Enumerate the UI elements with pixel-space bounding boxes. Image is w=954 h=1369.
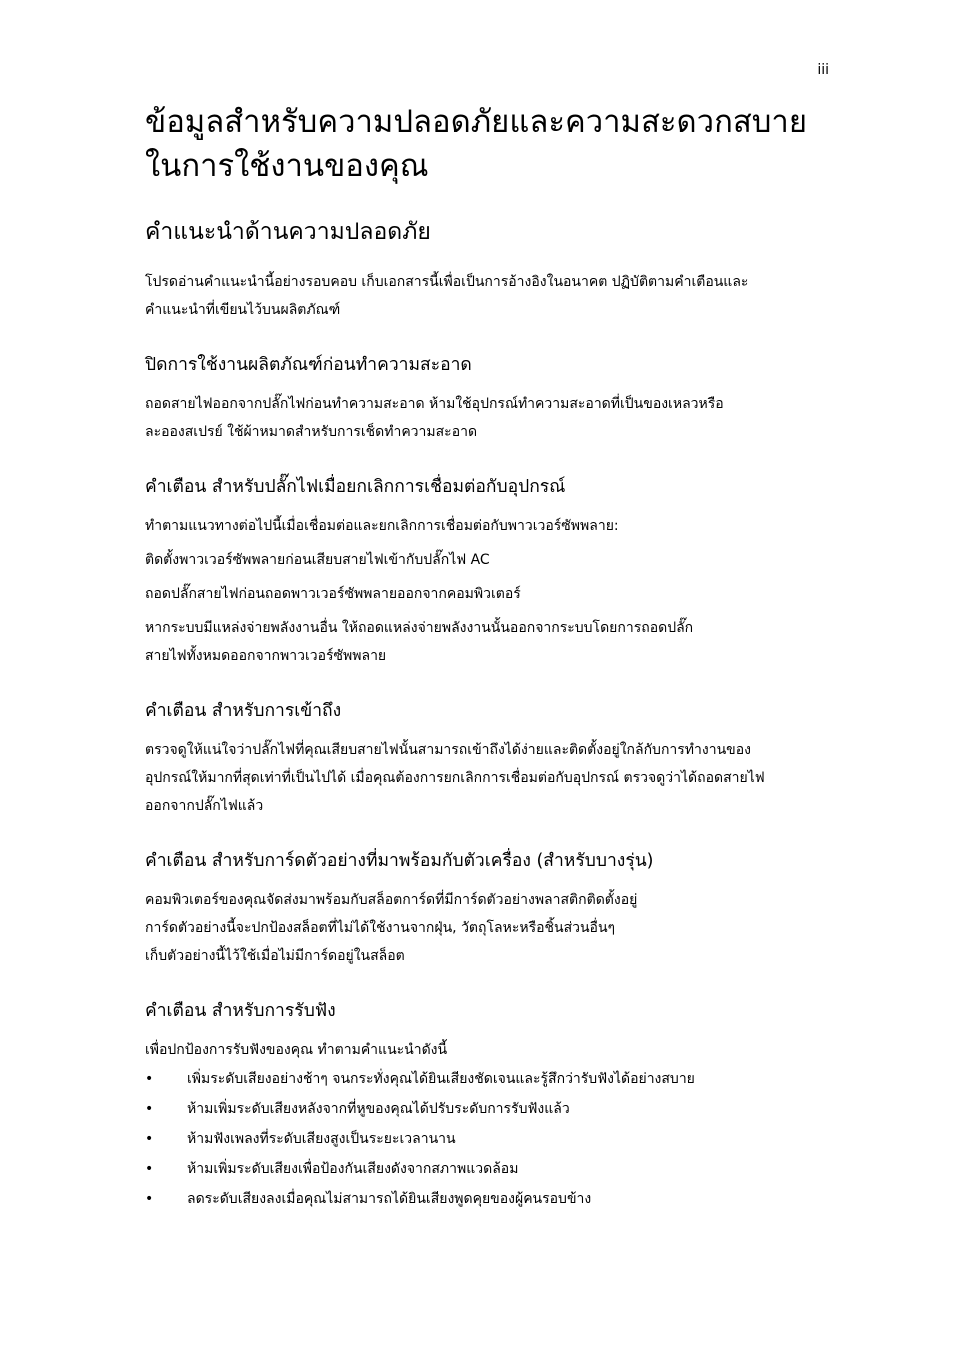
block-hearing-warning <box>145 998 835 1214</box>
block-heading-card-warning: คำเตือน สำหรับการ์ดตัวอย่างที่มาพร้อมกับตัวเครื่อง (สำหรับบางรุ่น) <box>145 851 654 871</box>
bullet-icon: • <box>145 1071 154 1087</box>
block-heading-access-warning: คำเตือน สำหรับการเข้าถึง <box>145 701 342 721</box>
access-line-2: อุปกรณ์ให้มากที่สุดเท่าที่เป็นไปได้ เมื่อคุณต้องการยกเลิกการเชื่อมต่อกับอุปกรณ์ ตรวจดูว่าได้ถอดสายไฟ <box>145 770 765 786</box>
list-item <box>145 1064 835 1094</box>
intro-line-2: คำแนะนำที่เขียนไว้บนผลิตภัณฑ์ <box>145 302 341 318</box>
cleaning-line-1: ถอดสายไฟออกจากปลั๊กไฟก่อนทำความสะอาด ห้ามใช้อุปกรณ์ทำความสะอาดที่เป็นของเหลวหรือ <box>145 396 724 412</box>
block-cleaning <box>145 352 835 446</box>
card-line-3: เก็บตัวอย่างนี้ไว้ใช้เมื่อไม่มีการ์ดอยู่ในสล็อต <box>145 948 405 964</box>
cleaning-paragraph <box>145 390 835 446</box>
document-title-line-1: ข้อมูลสำหรับความปลอดภัยและความสะดวกสบาย <box>145 104 808 140</box>
bullet-icon: • <box>145 1101 154 1117</box>
bullet-icon: • <box>145 1131 154 1147</box>
access-line-3: ออกจากปลั๊กไฟแล้ว <box>145 798 264 814</box>
plug-p4-line-1: หากระบบมีแหล่งจ่ายพลังงานอื่น ให้ถอดแหล่งจ่ายพลังงานนั้นออกจากระบบโดยการถอดปลั๊ก <box>145 620 694 636</box>
document-title <box>145 100 835 188</box>
list-item <box>145 1184 835 1214</box>
plug-paragraph-1 <box>145 512 835 540</box>
hearing-intro-line-1: เพื่อปกป้องการรับฟังของคุณ ทำตามคำแนะนำดังนี้ <box>145 1042 448 1058</box>
list-item <box>145 1094 835 1124</box>
plug-paragraph-2 <box>145 546 835 574</box>
intro-paragraph <box>145 268 835 324</box>
plug-paragraph-3 <box>145 580 835 608</box>
section-intro <box>145 268 835 324</box>
block-plug-warning <box>145 474 835 670</box>
plug-paragraph-4 <box>145 614 835 670</box>
block-access-warning <box>145 698 835 820</box>
block-heading-cleaning: ปิดการใช้งานผลิตภัณฑ์ก่อนทำความสะอาด <box>145 355 472 375</box>
list-item-text: ห้ามฟังเพลงที่ระดับเสียงสูงเป็นระยะเวลานาน <box>187 1131 456 1147</box>
list-item-text: เพิ่มระดับเสียงอย่างช้าๆ จนกระทั่งคุณได้ยินเสียงชัดเจนและรู้สึกว่ารับฟังได้อย่างสบาย <box>187 1071 695 1087</box>
cleaning-line-2: ละอองสเปรย์ ใช้ผ้าหมาดสำหรับการเช็ดทำความสะอาด <box>145 424 478 440</box>
hearing-intro <box>145 1036 835 1064</box>
card-line-1: คอมพิวเตอร์ของคุณจัดส่งมาพร้อมกับสล็อตการ์ดที่มีการ์ดตัวอย่างพลาสติกติดตั้งอยู่ <box>145 892 638 908</box>
list-item-text: ห้ามเพิ่มระดับเสียงเพื่อป้องกันเสียงดังจากสภาพแวดล้อม <box>187 1161 519 1177</box>
plug-p3-line-1: ถอดปลั๊กสายไฟก่อนถอดพาวเวอร์ซัพพลายออกจากคอมพิวเตอร์ <box>145 586 521 602</box>
list-item <box>145 1124 835 1154</box>
block-card-warning <box>145 848 835 970</box>
access-paragraph <box>145 736 835 820</box>
card-paragraph <box>145 886 835 970</box>
list-item-text: ลดระดับเสียงลงเมื่อคุณไม่สามารถได้ยินเสียงพูดคุยของผู้คนรอบข้าง <box>187 1191 592 1207</box>
section-title: คำแนะนำด้านความปลอดภัย <box>145 219 431 245</box>
list-item-text: ห้ามเพิ่มระดับเสียงหลังจากที่หูของคุณได้ปรับระดับการรับฟังแล้ว <box>187 1101 570 1117</box>
block-heading-hearing-warning: คำเตือน สำหรับการรับฟัง <box>145 1001 336 1021</box>
block-heading-plug-warning: คำเตือน สำหรับปลั๊กไฟเมื่อยกเลิกการเชื่อมต่อกับอุปกรณ์ <box>145 477 566 497</box>
hearing-bullet-list <box>145 1064 835 1214</box>
page-number: iii <box>817 62 829 78</box>
bullet-icon: • <box>145 1161 154 1177</box>
intro-line-1: โปรดอ่านคำแนะนำนี้อย่างรอบคอบ เก็บเอกสารนี้เพื่อเป็นการอ้างอิงในอนาคต ปฏิบัติตามคำเตือนและ <box>145 274 749 290</box>
plug-p4-line-2: สายไฟทั้งหมดออกจากพาวเวอร์ซัพพลาย <box>145 648 387 664</box>
plug-p2-line-1: ติดตั้งพาวเวอร์ซัพพลายก่อนเสียบสายไฟเข้ากับปลั๊กไฟ AC <box>145 552 490 568</box>
document-title-line-2: ในการใช้งานของคุณ <box>145 148 429 184</box>
card-line-2: การ์ดตัวอย่างนี้จะปกป้องสล็อตที่ไม่ได้ใช้งานจากฝุ่น, วัตถุโลหะหรือชิ้นส่วนอื่นๆ <box>145 920 616 936</box>
bullet-icon: • <box>145 1191 154 1207</box>
list-item <box>145 1154 835 1184</box>
document-body <box>145 100 835 1242</box>
access-line-1: ตรวจดูให้แน่ใจว่าปลั๊กไฟที่คุณเสียบสายไฟนั้นสามารถเข้าถึงได้ง่ายและติดตั้งอยู่ใกล้กับการทำงานของ <box>145 742 751 758</box>
plug-p1-line-1: ทำตามแนวทางต่อไปนี้เมื่อเชื่อมต่อและยกเลิกการเชื่อมต่อกับพาวเวอร์ซัพพลาย: <box>145 518 619 534</box>
